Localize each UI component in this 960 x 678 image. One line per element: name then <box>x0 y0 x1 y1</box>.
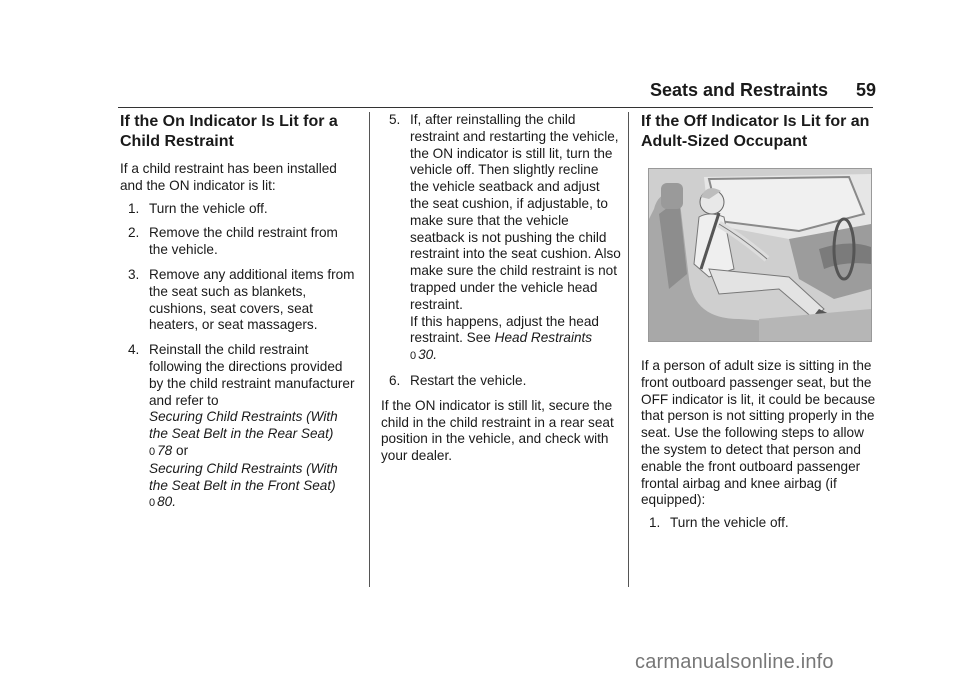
list-item <box>128 267 360 334</box>
steps-list-1 <box>120 201 360 513</box>
step-text: Turn the vehicle off. <box>670 515 789 531</box>
page-arrow-icon: 0 <box>410 350 417 363</box>
step-text: If this happens, adjust the head restraint. See <box>410 313 599 346</box>
illustration-svg <box>649 169 871 341</box>
adult-occupant-paragraph: If a person of adult size is sitting in the front outboard passenger seat, but the OFF indicator is lit, it could be because that person is not sitting properly in the seat. Use the following steps to allow the system to detect that person and enable the front outboard passenger frontal airbag and knee airbag (if equipped): <box>641 358 876 508</box>
adult-occupant-illustration <box>648 168 872 342</box>
list-item <box>128 201 360 218</box>
step-text: Restart the vehicle. <box>410 372 527 388</box>
step-text: Remove the child restraint from the vehicle. <box>149 225 338 258</box>
list-item <box>649 515 881 532</box>
list-item <box>128 342 360 512</box>
closing-paragraph: If the ON indicator is still lit, secure the child in the child restraint in a rear seat position in the vehicle, and check with your dealer. <box>381 397 614 464</box>
step-text: Reinstall the child restraint following the directions provided by the child restraint manufacturer and refer to <box>149 342 355 408</box>
step-text: Turn the vehicle off. <box>149 200 268 216</box>
column-divider-2 <box>628 112 629 587</box>
column-2 <box>381 112 621 471</box>
page-number: 59 <box>856 80 877 100</box>
column-divider-1 <box>369 112 370 587</box>
heading-on-indicator: If the On Indicator Is Lit for a Child Restraint <box>120 113 338 150</box>
steps-list-3 <box>641 515 881 532</box>
cross-reference-page[interactable]: 80. <box>157 494 177 510</box>
steps-list-2 <box>381 112 621 390</box>
step-number: 2. <box>128 225 140 241</box>
step-text: If, after reinstalling the child restraint and restarting the vehicle, the ON indicator is still lit, turn the vehicle off. Then slightly recline the vehicle seatback and adjust the seat cushion, if adjustable, to make sure that the vehicle seatback is not pushing the child restraint into the seat cushion. Also make sure the child restraint is not trapped under the vehicle head restraint. <box>410 112 621 312</box>
step-number: 4. <box>128 342 140 358</box>
list-item <box>128 225 360 259</box>
watermark-text: carmanualsonline.info <box>635 651 834 673</box>
list-item <box>389 112 621 365</box>
cross-reference-link[interactable]: Head Restraints <box>494 330 593 346</box>
cross-reference-page[interactable]: 30. <box>418 347 438 363</box>
page-arrow-icon: 0 <box>149 497 156 510</box>
step-number: 6. <box>389 372 401 388</box>
cross-reference-link[interactable]: Securing Child Restraints (With the Seat Belt in the Rear Seat) <box>149 409 338 442</box>
step-number: 5. <box>389 112 401 127</box>
page-header <box>0 80 960 106</box>
column-1 <box>120 112 360 520</box>
heading-off-indicator: If the Off Indicator Is Lit for an Adult-Sized Occupant <box>641 113 870 150</box>
list-item <box>389 373 621 390</box>
section-title: Seats and Restraints <box>650 80 829 100</box>
column-3 <box>641 112 881 540</box>
header-rule <box>118 107 873 108</box>
step-text: Remove any additional items from the seat such as blankets, cushions, seat covers, seat heaters, or seat massagers. <box>149 266 355 333</box>
step-text: or <box>176 442 189 458</box>
intro-paragraph: If a child restraint has been installed and the ON indicator is lit: <box>120 161 337 193</box>
page-arrow-icon: 0 <box>149 445 156 458</box>
step-number: 3. <box>128 266 140 282</box>
cross-reference-page[interactable]: 78 <box>157 442 173 458</box>
cross-reference-link[interactable]: Securing Child Restraints (With the Seat Belt in the Front Seat) <box>149 460 338 493</box>
step-number: 1. <box>649 515 661 531</box>
step-number: 1. <box>128 200 140 216</box>
